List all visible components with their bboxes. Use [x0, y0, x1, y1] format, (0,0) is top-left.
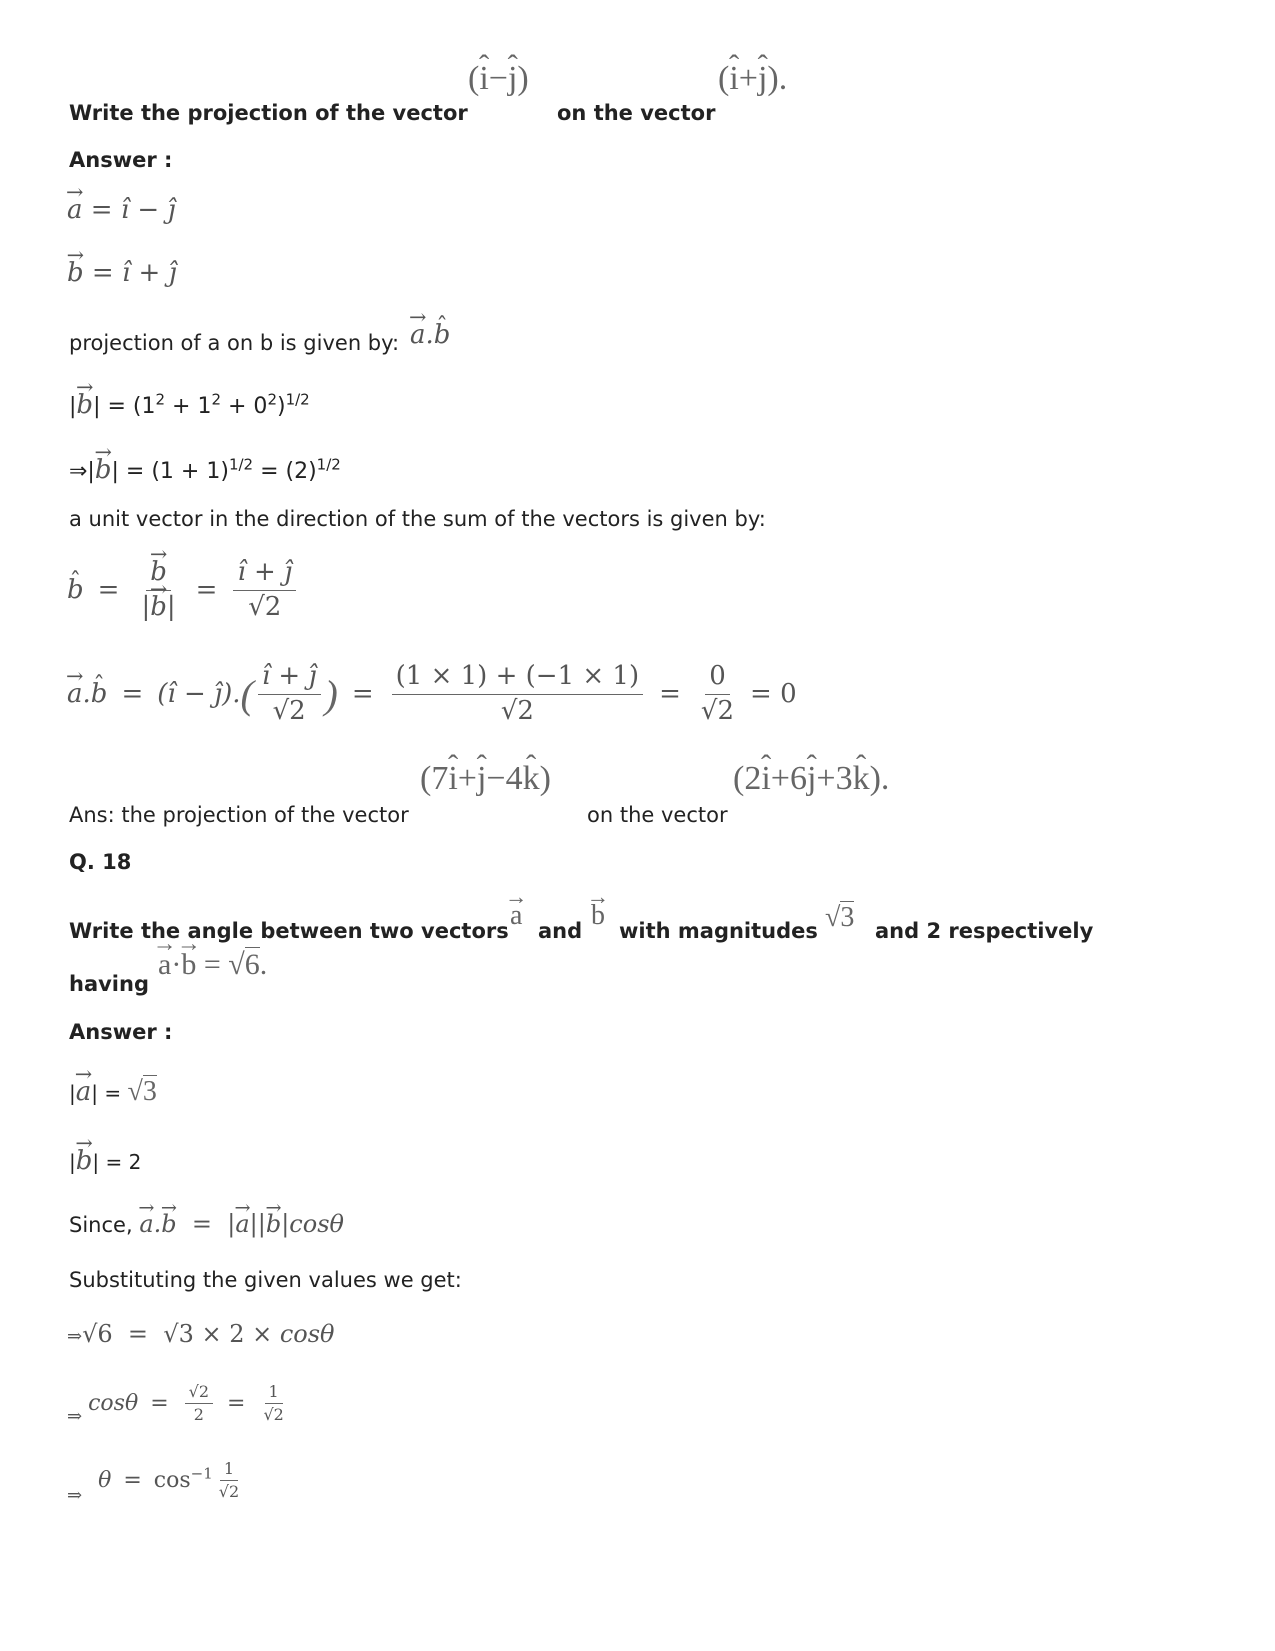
q17-bhat-equation: ˆ b = → $\frac{b}{|\to b|}$ = $\frac{î + ĵ}{√2}$ — [67, 558, 300, 623]
q18-a-dot-b-sqrt6: → a·→ b = √6. — [158, 948, 267, 982]
projection-text: projection of a on b is given by: — [69, 331, 400, 355]
q17-question-on — [557, 101, 715, 125]
q17-vector-7i-j-4k: (7ˆ i+ˆ j−4ˆ k) — [420, 760, 551, 798]
q17-dot-product-equation: → a . ˆ b = (î − ĵ). ( $\frac{î + ĵ}{√2}$ ) = $\frac{(1 \times 1) + (-1 \times 1)}{√2}$ = $\frac{0}{√2}$ = 0 — [67, 662, 797, 727]
q17-ans-text: Ans: the projection of the vector — [69, 803, 409, 827]
q18-question-part2: with magnitudes — [619, 919, 818, 943]
q17-eq-b — [67, 258, 177, 288]
q17-result: = 0 — [750, 679, 797, 710]
q17-eq-a — [67, 195, 176, 225]
q18-question-having: having — [69, 972, 149, 996]
q17-vector-2i-6j-3k: (2ˆ i+6ˆ j+3ˆ k). — [733, 760, 889, 798]
q17-a-dot-bhat: → a.ˆ b — [410, 320, 450, 350]
q17-unit-vector-text: a unit vector in the direction of the sum of the vectors is given by: — [69, 507, 766, 531]
q18-label: Q. 18 — [69, 850, 132, 874]
vector-a-symbol: → a — [67, 195, 83, 225]
q18-substituting-text: Substituting the given values we get: — [69, 1268, 462, 1292]
q17-question-text — [69, 101, 468, 125]
q18-question-part1: Write the angle between two vectors — [69, 919, 509, 943]
q18-question-part3: and 2 respectively — [875, 919, 1094, 943]
q18-eq-cos: ⇒ cosθ = $\frac{√2}{2}$ = $\frac{1}{√2}$ — [67, 1381, 284, 1427]
q17-answer-label: Answer : — [69, 148, 173, 172]
q18-mag-b: |→ b| = 2 — [69, 1146, 141, 1176]
q17-projection-text — [69, 331, 399, 355]
q17-eq-b-rhs: = î + ĵ — [91, 258, 177, 288]
q17-mag-b-line2: ⇒|→ $b| = (1 + 1)^{1/2} = (2)^{1/2}$ — [69, 455, 341, 485]
q18-mag-a: |→ a| = √3 — [69, 1076, 157, 1108]
q17-vector-i-minus-j: (ˆ i−ˆ j) — [468, 60, 529, 98]
q17-question-part2: on the vector — [557, 101, 716, 125]
q17-eq-a-rhs: = î − ĵ — [90, 195, 176, 225]
q18-eq-theta: ⇒ θ = $\cos^{-1}$ $\frac{1}{√2}$ — [67, 1458, 240, 1506]
q18-eq-sqrt6: ⇒√6 = √3 × 2 × cosθ — [67, 1320, 335, 1348]
q17-vector-i-plus-j: (ˆ i+ˆ j). — [718, 60, 787, 98]
q18-vector-a: → a — [510, 900, 522, 932]
q17-mag-b-line1: |→ $b| = (1^2 + 1^2 + 0^2)^{1/2}$ — [69, 390, 310, 420]
q18-question-and: and — [538, 919, 583, 943]
vector-b-symbol: → b — [67, 258, 84, 288]
q18-since: Since, → a.→ b = |→ a||→ b|cosθ — [69, 1210, 344, 1238]
q18-vector-b: → b — [591, 900, 605, 932]
q18-sqrt3: √3 — [825, 902, 855, 933]
q18-answer-label: Answer : — [69, 1020, 173, 1044]
q17-question-part1: Write the projection of the vector — [69, 101, 468, 125]
q17-ans-on: on the vector — [587, 803, 728, 827]
